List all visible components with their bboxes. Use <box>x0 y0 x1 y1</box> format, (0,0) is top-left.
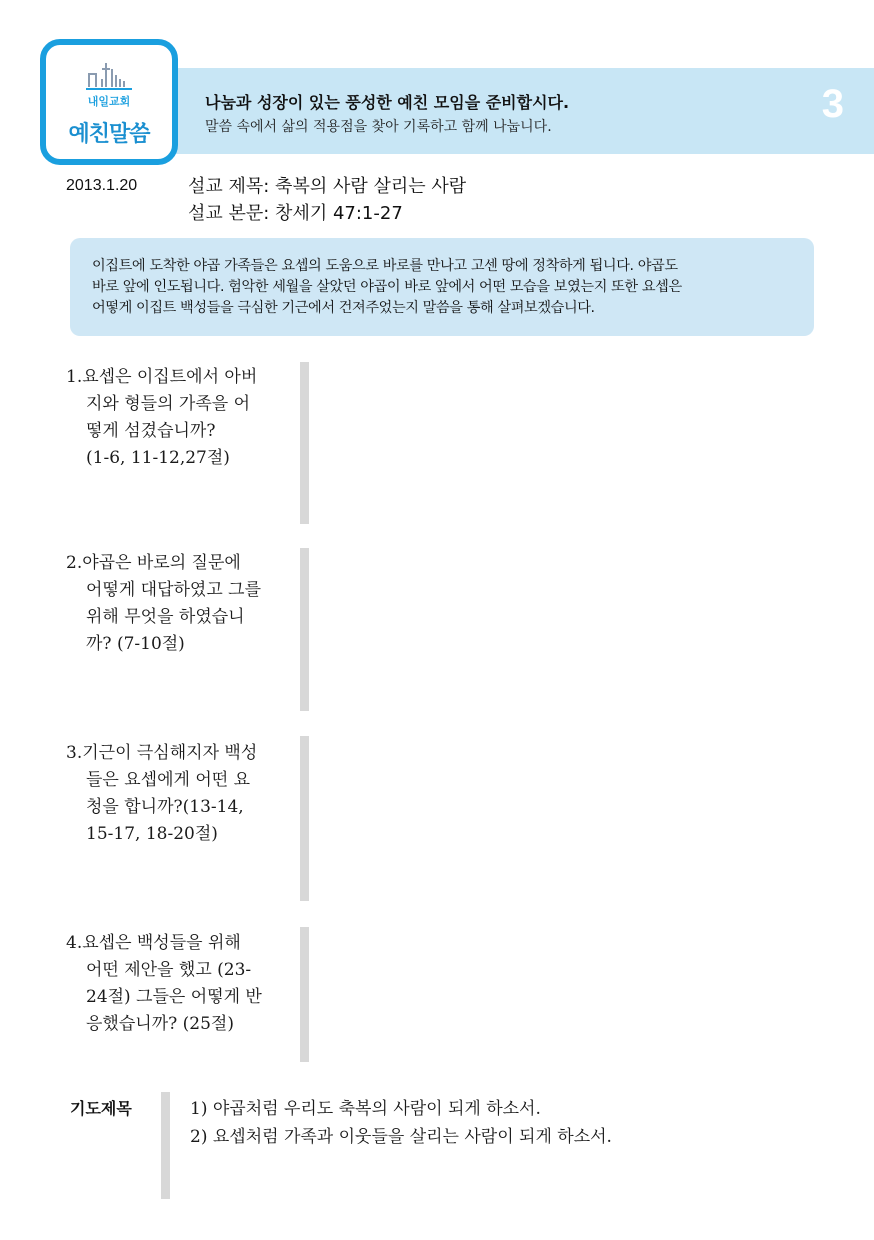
answer-area-4[interactable] <box>300 927 309 1062</box>
intro-box <box>70 238 814 336</box>
prayer-item: 2) 요셉처럼 가족과 이웃들을 살리는 사람이 되게 하소서. <box>190 1127 612 1147</box>
question-line: 까? (7-10절) <box>86 634 185 654</box>
intro-line: 이집트에 도착한 야곱 가족들은 요셉의 도움으로 바로를 만나고 고센 땅에 정착하게 됩니다. 야곱도 <box>92 258 678 274</box>
intro-line: 어떻게 이집트 백성들을 극심한 기근에서 건져주었는지 말씀을 통해 살펴보겠습니다. <box>92 300 595 316</box>
church-name: 내일교회 <box>87 95 131 108</box>
question-line: 떻게 섬겼습니까? <box>86 421 216 441</box>
answer-area-3[interactable] <box>300 736 309 901</box>
question-line: 지와 형들의 가족을 어 <box>86 394 251 414</box>
question-line: 청을 합니까?(13-14, <box>86 797 244 817</box>
question-line: 1.요셉은 이집트에서 아버 <box>66 367 258 387</box>
question-line: (1-6, 11-12,27절) <box>86 448 230 468</box>
question-3 <box>66 740 290 848</box>
question-line: 응했습니까? (25절) <box>86 1014 234 1034</box>
question-line: 어떻게 대답하였고 그를 <box>86 580 262 600</box>
question-line: 어떤 제안을 했고 (23- <box>86 960 252 980</box>
header-headline: 나눔과 성장이 있는 풍성한 예친 모임을 준비합시다. <box>205 93 570 112</box>
question-line: 3.기근이 극심해지자 백성 <box>66 743 258 763</box>
question-1 <box>66 364 290 472</box>
intro-line: 바로 앞에 인도됩니다. 험악한 세월을 살았던 야곱이 바로 앞에서 어떤 모습을 보였는지 또한 요셉은 <box>92 279 682 295</box>
date: 2013.1.20 <box>66 177 138 194</box>
question-2 <box>66 550 290 658</box>
question-line: 위해 무엇을 하였습니 <box>86 607 245 627</box>
page-number: 3 <box>821 82 844 126</box>
header-band <box>150 68 874 154</box>
answer-area-2[interactable] <box>300 548 309 711</box>
question-line: 2.야곱은 바로의 질문에 <box>66 553 241 573</box>
sermon-passage: 설교 본문: 창세기 47:1-27 <box>188 203 403 224</box>
prayer-heading: 기도제목 <box>70 1099 132 1118</box>
header-subline: 말씀 속에서 삶의 적용점을 찾아 기록하고 함께 나눕니다. <box>205 119 552 135</box>
prayer-item: 1) 야곱처럼 우리도 축복의 사람이 되게 하소서. <box>190 1099 541 1119</box>
church-skyline-icon <box>86 59 132 91</box>
answer-area-1[interactable] <box>300 362 309 524</box>
question-line: 24절) 그들은 어떻게 반 <box>86 987 262 1007</box>
prayer-divider <box>161 1092 170 1199</box>
question-line: 15-17, 18-20절) <box>86 824 218 844</box>
logo-title: 예친말씀 <box>68 122 150 147</box>
sermon-title: 설교 제목: 축복의 사람 살리는 사람 <box>188 176 467 197</box>
question-line: 4.요셉은 백성들을 위해 <box>66 933 241 953</box>
logo-badge <box>40 39 178 165</box>
question-line: 들은 요셉에게 어떤 요 <box>86 770 251 790</box>
question-4 <box>66 930 290 1038</box>
